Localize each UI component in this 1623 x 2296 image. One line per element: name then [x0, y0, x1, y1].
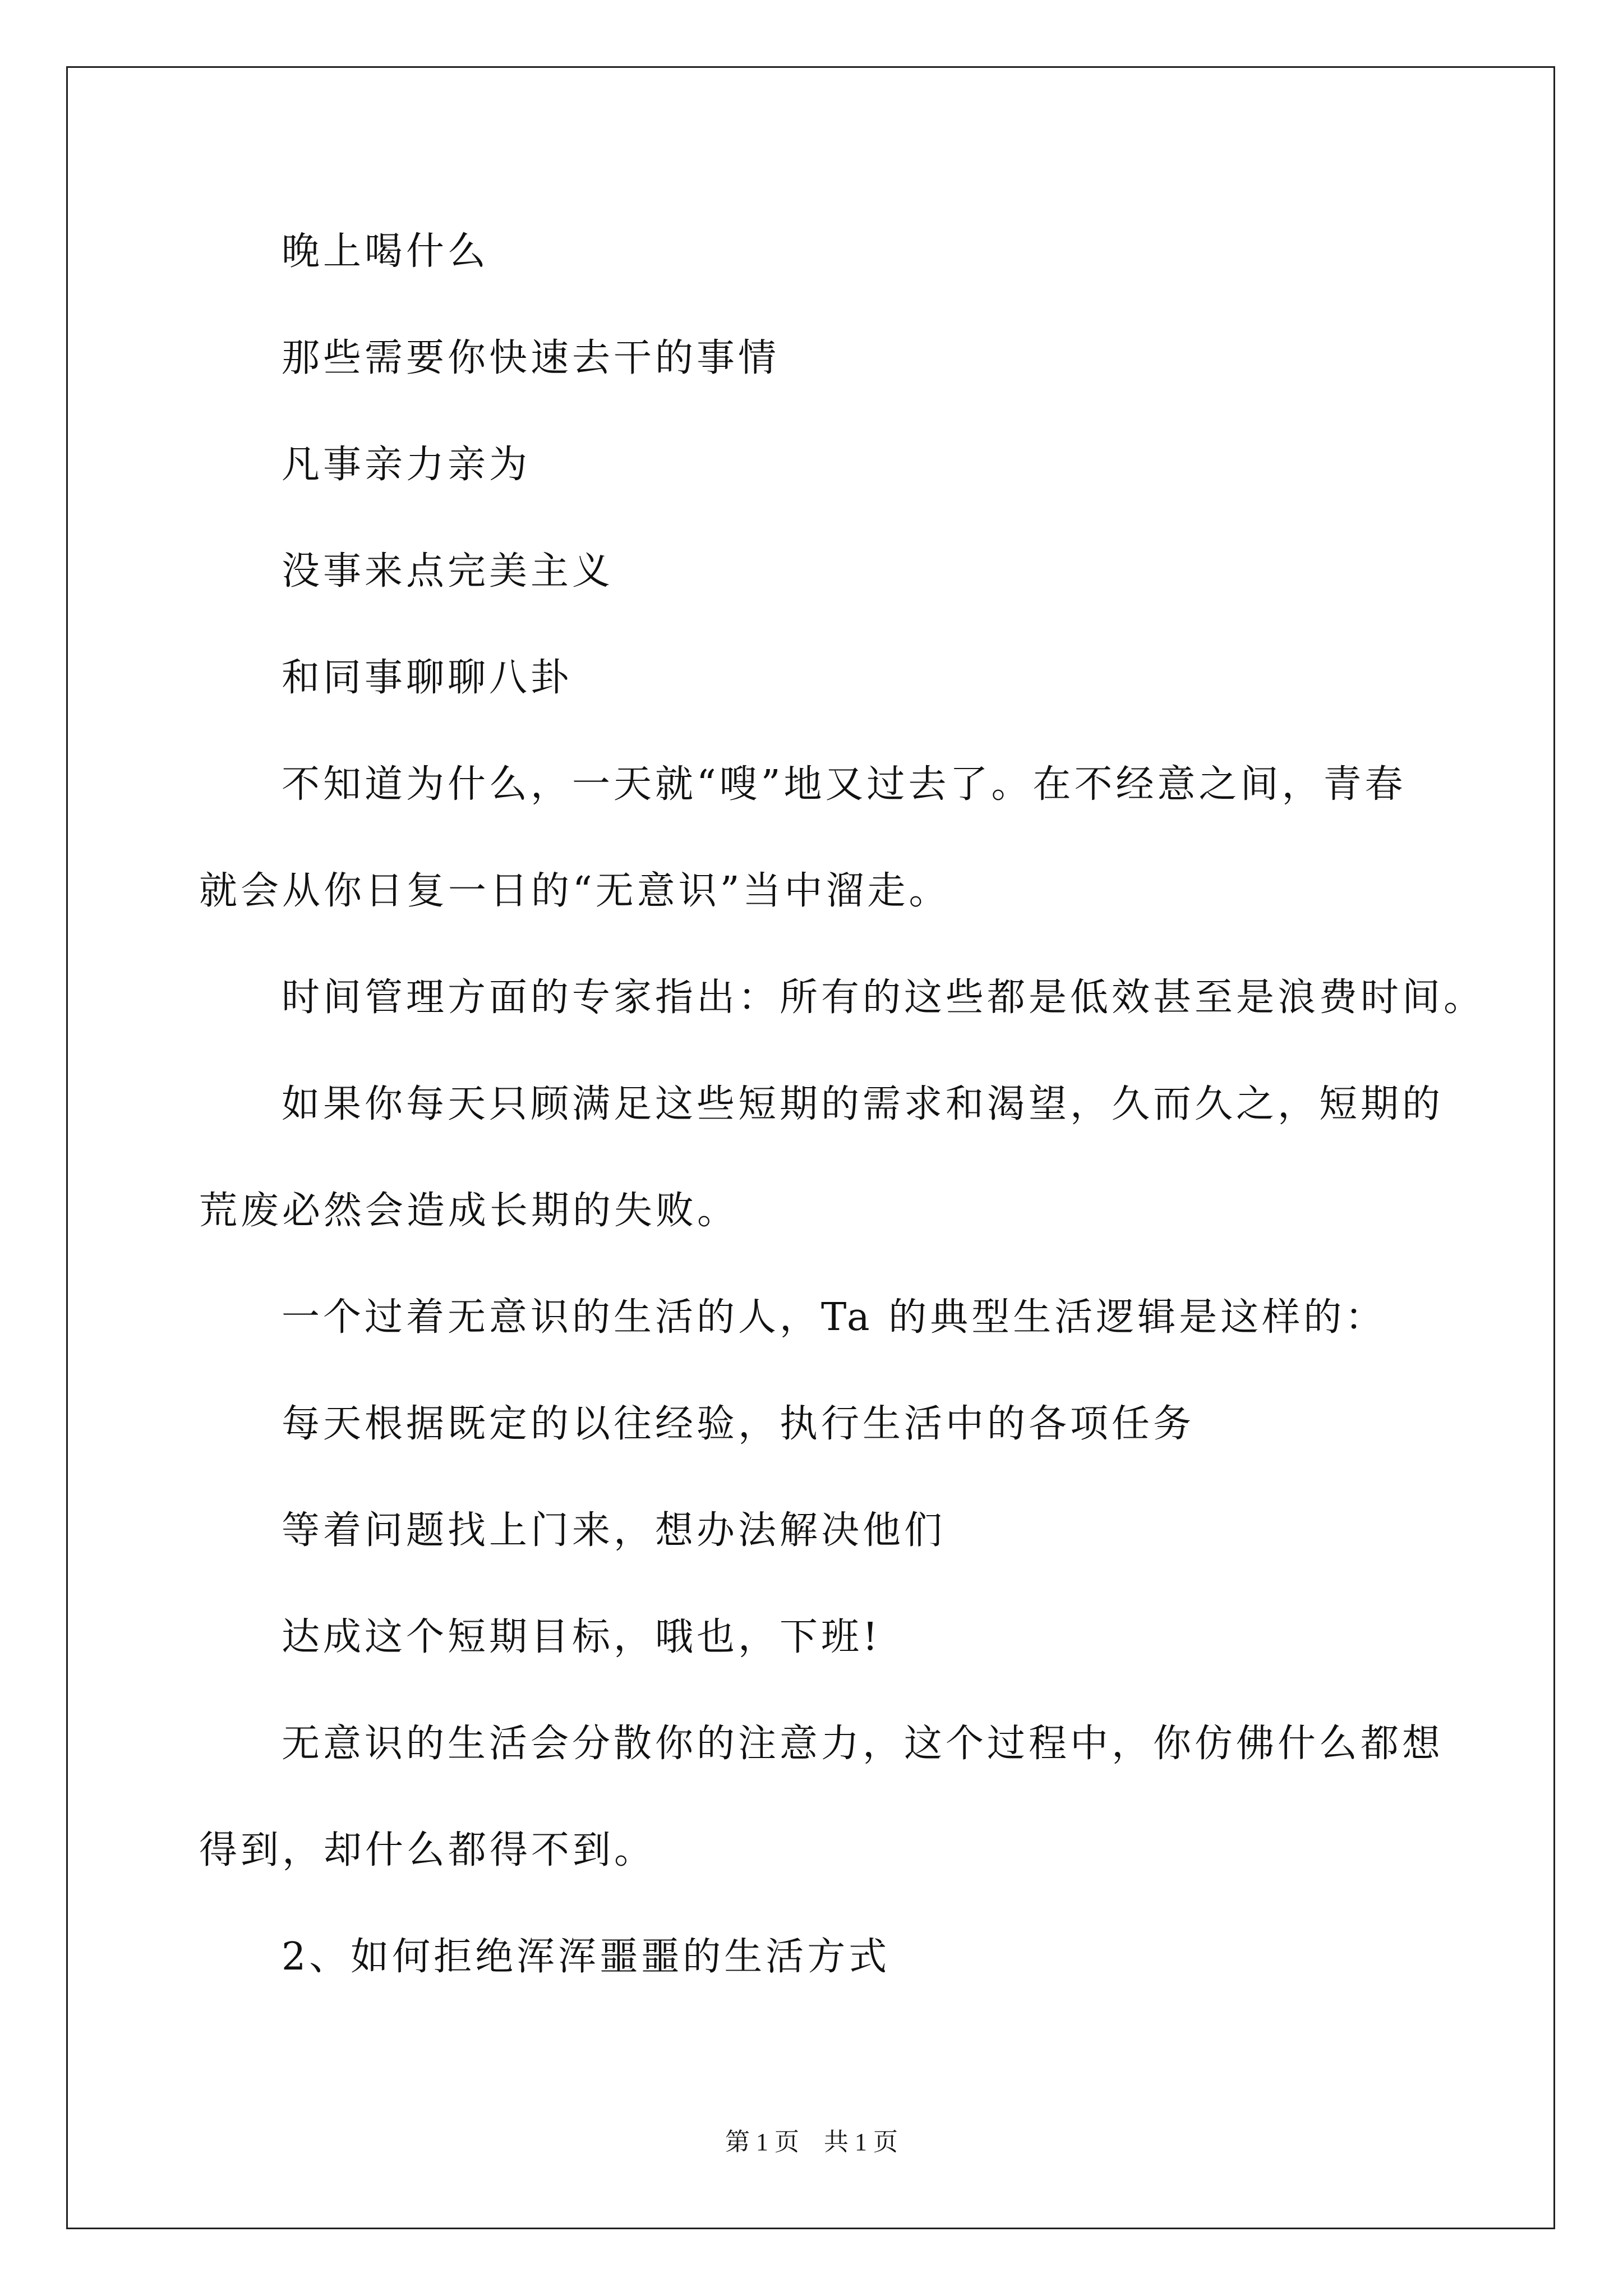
- line-17: 2、如何拒绝浑浑噩噩的生活方式: [282, 1935, 891, 1979]
- line-7: 就会从你日复一日的“无意识”当中溜走。: [199, 869, 951, 913]
- line-1: 晚上喝什么: [282, 229, 490, 274]
- line-13: 等着问题找上门来，想办法解决他们: [282, 1508, 946, 1553]
- line-3: 凡事亲力亲为: [282, 443, 531, 487]
- line-9: 如果你每天只顾满足这些短期的需求和渴望，久而久之，短期的: [282, 1082, 1444, 1126]
- line-14: 达成这个短期目标，哦也，下班!: [282, 1615, 882, 1659]
- line-4: 没事来点完美主义: [282, 549, 614, 593]
- line-16: 得到，却什么都得不到。: [199, 1828, 656, 1872]
- page-border: [66, 66, 1555, 2229]
- line-5: 和同事聊聊八卦: [282, 656, 573, 700]
- line-6: 不知道为什么，一天就“嗖”地又过去了。在不经意之间，青春: [282, 762, 1407, 807]
- line-11: 一个过着无意识的生活的人，Ta 的典型生活逻辑是这样的：: [282, 1295, 1387, 1340]
- line-2: 那些需要你快速去干的事情: [282, 336, 780, 380]
- line-15: 无意识的生活会分散你的注意力，这个过程中，你仿佛什么都想: [282, 1722, 1444, 1766]
- line-12: 每天根据既定的以往经验，执行生活中的各项任务: [282, 1402, 1195, 1446]
- page-footer: 第 1 页 共 1 页: [725, 2128, 898, 2156]
- line-10: 荒废必然会造成长期的失败。: [199, 1189, 739, 1233]
- line-8: 时间管理方面的专家指出：所有的这些都是低效甚至是浪费时间。: [282, 976, 1486, 1020]
